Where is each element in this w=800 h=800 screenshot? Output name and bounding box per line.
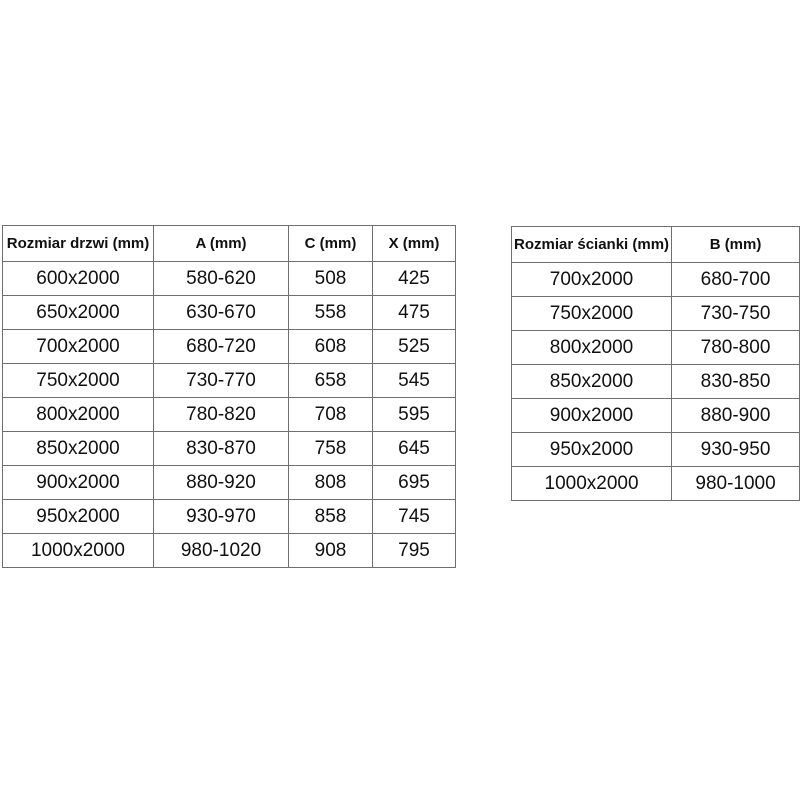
table-cell: 700x2000 (3, 330, 154, 364)
door-table-head (3, 226, 456, 262)
column-header: Rozmiar ścianki (mm) (512, 227, 672, 263)
table-cell: 830-870 (154, 432, 289, 466)
table-cell: 708 (289, 398, 373, 432)
wall-table-head (512, 227, 800, 263)
table-cell: 475 (373, 296, 456, 330)
table-row (512, 433, 800, 467)
table-cell: 1000x2000 (3, 534, 154, 568)
table-row (512, 331, 800, 365)
table-row (512, 399, 800, 433)
column-header: X (mm) (373, 226, 456, 262)
table-cell: 830-850 (672, 365, 800, 399)
table-cell: 900x2000 (512, 399, 672, 433)
table-cell: 795 (373, 534, 456, 568)
table-cell: 700x2000 (512, 263, 672, 297)
table-row (3, 364, 456, 398)
table-cell: 750x2000 (3, 364, 154, 398)
table-cell: 900x2000 (3, 466, 154, 500)
table-cell: 525 (373, 330, 456, 364)
table-cell: 850x2000 (512, 365, 672, 399)
table-cell: 425 (373, 262, 456, 296)
column-header: A (mm) (154, 226, 289, 262)
table-cell: 658 (289, 364, 373, 398)
table-cell: 745 (373, 500, 456, 534)
table-cell: 600x2000 (3, 262, 154, 296)
table-row (3, 330, 456, 364)
table-row (3, 398, 456, 432)
table-cell: 980-1020 (154, 534, 289, 568)
table-cell: 950x2000 (512, 433, 672, 467)
table-cell: 800x2000 (3, 398, 154, 432)
table-cell: 730-770 (154, 364, 289, 398)
table-header-row (512, 227, 800, 263)
door-size-table (2, 225, 456, 568)
table-row (3, 262, 456, 296)
table-cell: 608 (289, 330, 373, 364)
table-cell: 858 (289, 500, 373, 534)
table-cell: 808 (289, 466, 373, 500)
column-header: C (mm) (289, 226, 373, 262)
table-cell: 880-900 (672, 399, 800, 433)
table-row (3, 432, 456, 466)
wall-table-body (512, 263, 800, 501)
table-row (3, 466, 456, 500)
table-row (512, 263, 800, 297)
table-cell: 850x2000 (3, 432, 154, 466)
table-cell: 780-820 (154, 398, 289, 432)
table-cell: 680-720 (154, 330, 289, 364)
table-cell: 758 (289, 432, 373, 466)
table-cell: 950x2000 (3, 500, 154, 534)
table-row (512, 467, 800, 501)
table-cell: 545 (373, 364, 456, 398)
table-row (3, 296, 456, 330)
table-cell: 508 (289, 262, 373, 296)
table-cell: 630-670 (154, 296, 289, 330)
table-row (512, 297, 800, 331)
table-cell: 930-970 (154, 500, 289, 534)
table-cell: 1000x2000 (512, 467, 672, 501)
column-header: Rozmiar drzwi (mm) (3, 226, 154, 262)
wall-size-table (511, 226, 800, 501)
table-cell: 780-800 (672, 331, 800, 365)
table-cell: 595 (373, 398, 456, 432)
table-cell: 680-700 (672, 263, 800, 297)
table-row (512, 365, 800, 399)
table-cell: 730-750 (672, 297, 800, 331)
table-header-row (3, 226, 456, 262)
column-header: B (mm) (672, 227, 800, 263)
table-cell: 930-950 (672, 433, 800, 467)
table-row (3, 534, 456, 568)
table-cell: 650x2000 (3, 296, 154, 330)
table-cell: 558 (289, 296, 373, 330)
table-cell: 880-920 (154, 466, 289, 500)
table-cell: 908 (289, 534, 373, 568)
table-row (3, 500, 456, 534)
table-cell: 645 (373, 432, 456, 466)
table-cell: 695 (373, 466, 456, 500)
table-cell: 580-620 (154, 262, 289, 296)
door-table-body (3, 262, 456, 568)
table-cell: 750x2000 (512, 297, 672, 331)
table-cell: 980-1000 (672, 467, 800, 501)
table-cell: 800x2000 (512, 331, 672, 365)
